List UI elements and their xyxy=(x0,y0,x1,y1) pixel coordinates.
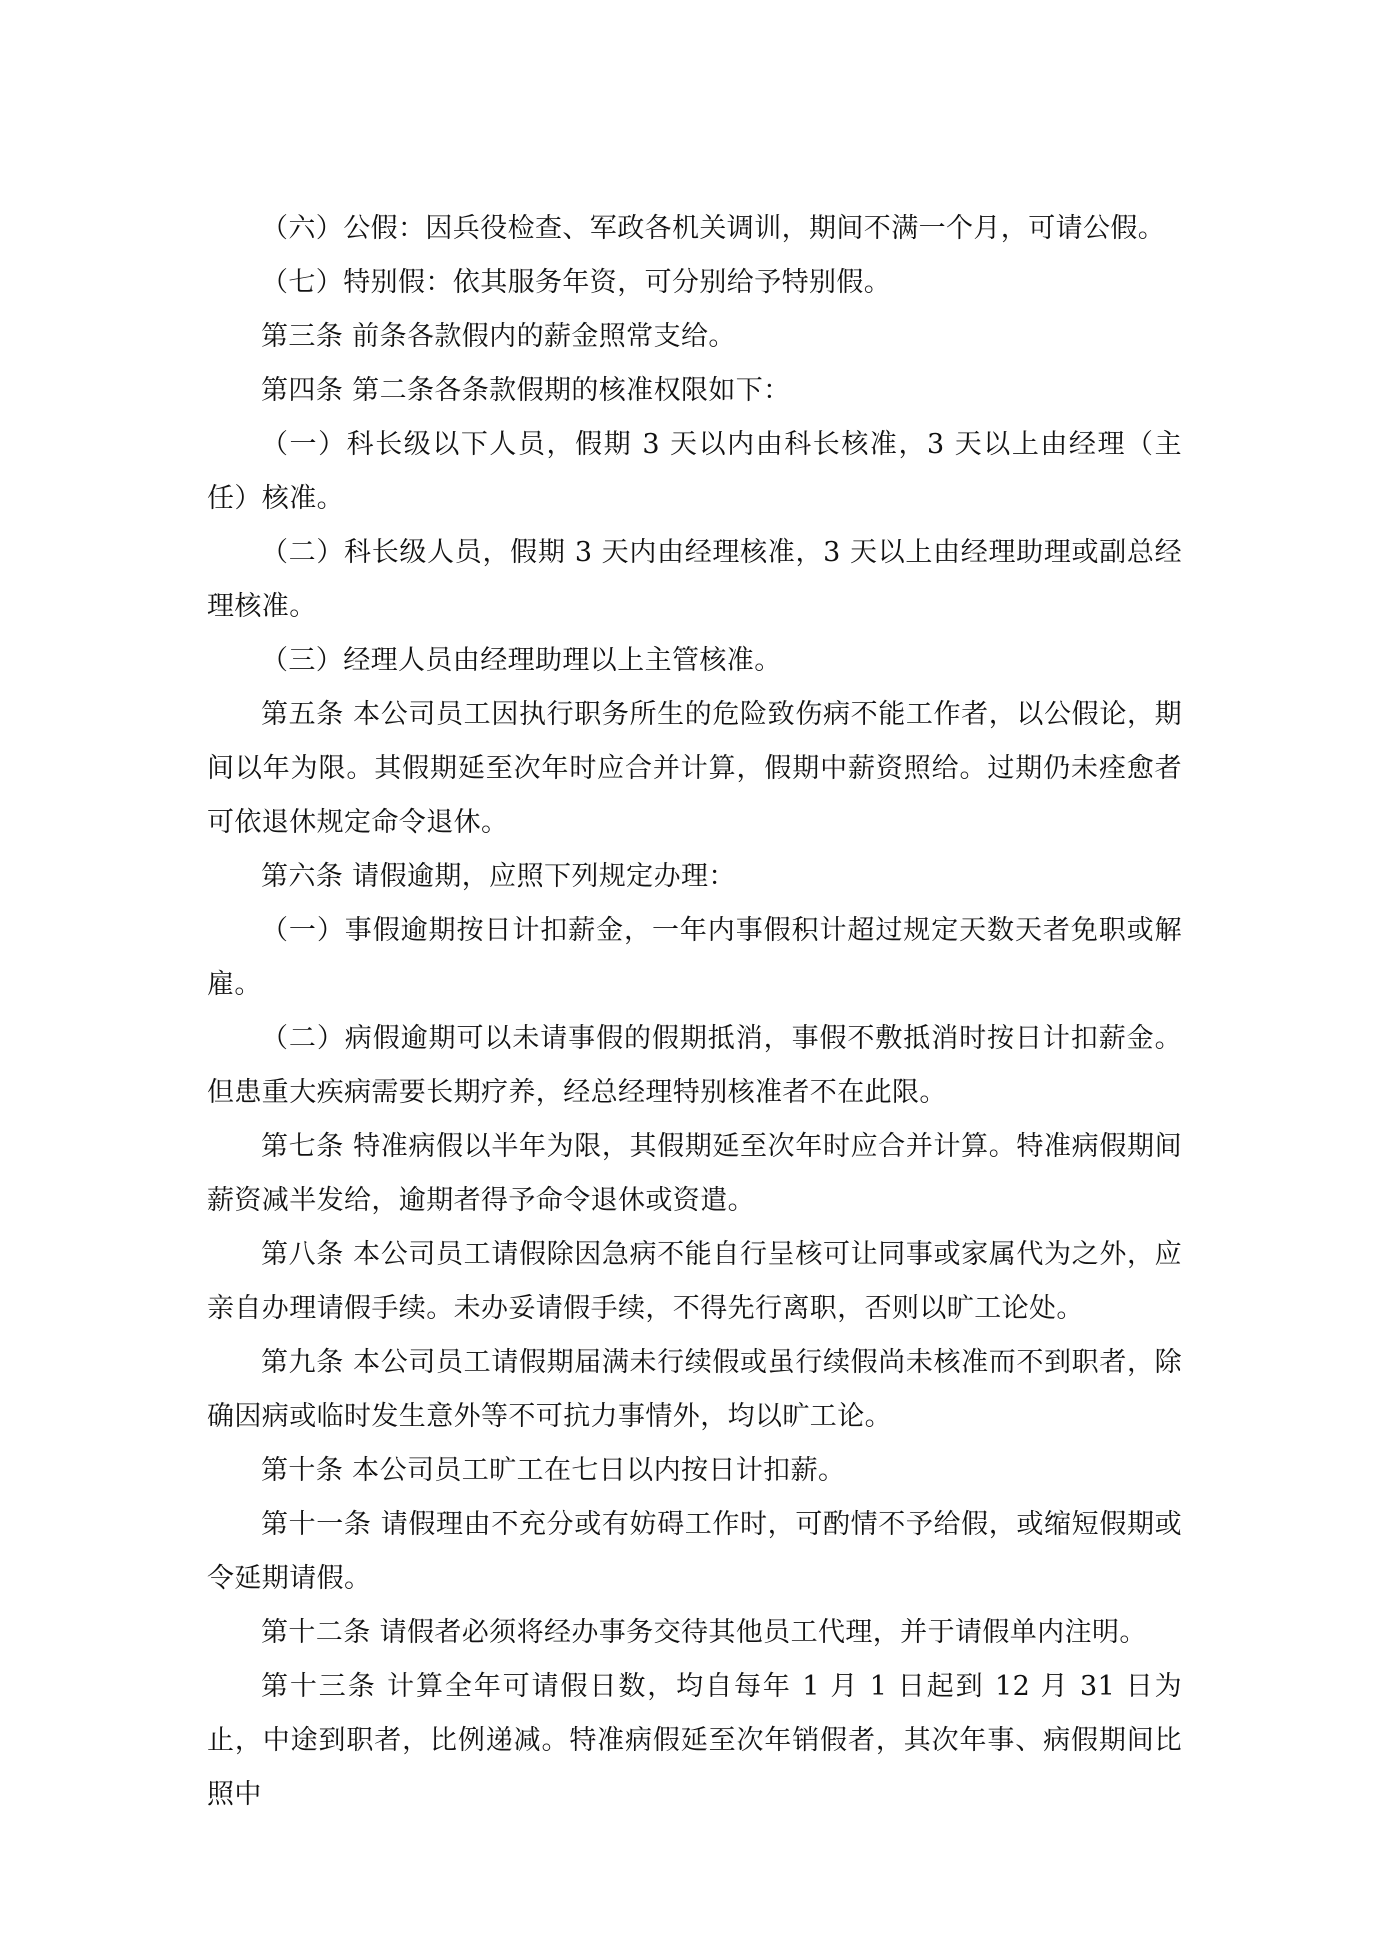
paragraph-article-5: 第五条 本公司员工因执行职务所生的危险致伤病不能工作者，以公假论，期间以年为限。其假期延至次年时应合并计算，假期中薪资照给。过期仍未痊愈者可依退休规定命令退休。 xyxy=(207,699,1182,838)
paragraph-article-6-item-2: （二）病假逾期可以未请事假的假期抵消，事假不敷抵消时按日计扣薪金。但患重大疾病需要长期疗养，经总经理特别核准者不在此限。 xyxy=(207,1023,1182,1108)
paragraph-article-7: 第七条 特准病假以半年为限，其假期延至次年时应合并计算。特准病假期间薪资减半发给，逾期者得予命令退休或资遣。 xyxy=(207,1131,1182,1216)
paragraph-article-9: 第九条 本公司员工请假期届满未行续假或虽行续假尚未核准而不到职者，除确因病或临时发生意外等不可抗力事情外，均以旷工论。 xyxy=(207,1347,1182,1432)
paragraph-special-leave: （七）特别假：依其服务年资，可分别给予特别假。 xyxy=(261,267,892,298)
paragraph-article-4-item-3: （三）经理人员由经理助理以上主管核准。 xyxy=(261,645,782,676)
paragraph-article-12: 第十二条 请假者必须将经办事务交待其他员工代理，并于请假单内注明。 xyxy=(261,1617,1147,1648)
paragraph-article-3: 第三条 前条各款假内的薪金照常支给。 xyxy=(261,321,736,352)
paragraph-article-6-item-1: （一）事假逾期按日计扣薪金，一年内事假积计超过规定天数天者免职或解雇。 xyxy=(207,915,1182,1000)
paragraph-article-10: 第十条 本公司员工旷工在七日以内按日计扣薪。 xyxy=(261,1455,846,1486)
paragraph-article-4-item-1: （一）科长级以下人员，假期 3 天以内由科长核准，3 天以上由经理（主任）核准。 xyxy=(207,429,1182,514)
paragraph-article-4: 第四条 第二条各条款假期的核准权限如下： xyxy=(261,375,791,406)
paragraph-article-6: 第六条 请假逾期，应照下列规定办理： xyxy=(261,861,736,892)
paragraph-public-leave: （六）公假：因兵役检查、军政各机关调训，期间不满一个月，可请公假。 xyxy=(261,213,1166,244)
paragraph-article-11: 第十一条 请假理由不充分或有妨碍工作时，可酌情不予给假，或缩短假期或令延期请假。 xyxy=(207,1509,1182,1594)
paragraph-article-4-item-2: （二）科长级人员，假期 3 天内由经理核准，3 天以上由经理助理或副总经理核准。 xyxy=(207,537,1182,622)
document-body xyxy=(207,202,1182,1822)
paragraph-article-8: 第八条 本公司员工请假除因急病不能自行呈核可让同事或家属代为之外，应亲自办理请假手续。未办妥请假手续，不得先行离职，否则以旷工论处。 xyxy=(207,1239,1182,1324)
paragraph-article-13: 第十三条 计算全年可请假日数，均自每年 1 月 1 日起到 12 月 31 日为止，中途到职者，比例递减。特准病假延至次年销假者，其次年事、病假期间比照中 xyxy=(207,1671,1182,1810)
